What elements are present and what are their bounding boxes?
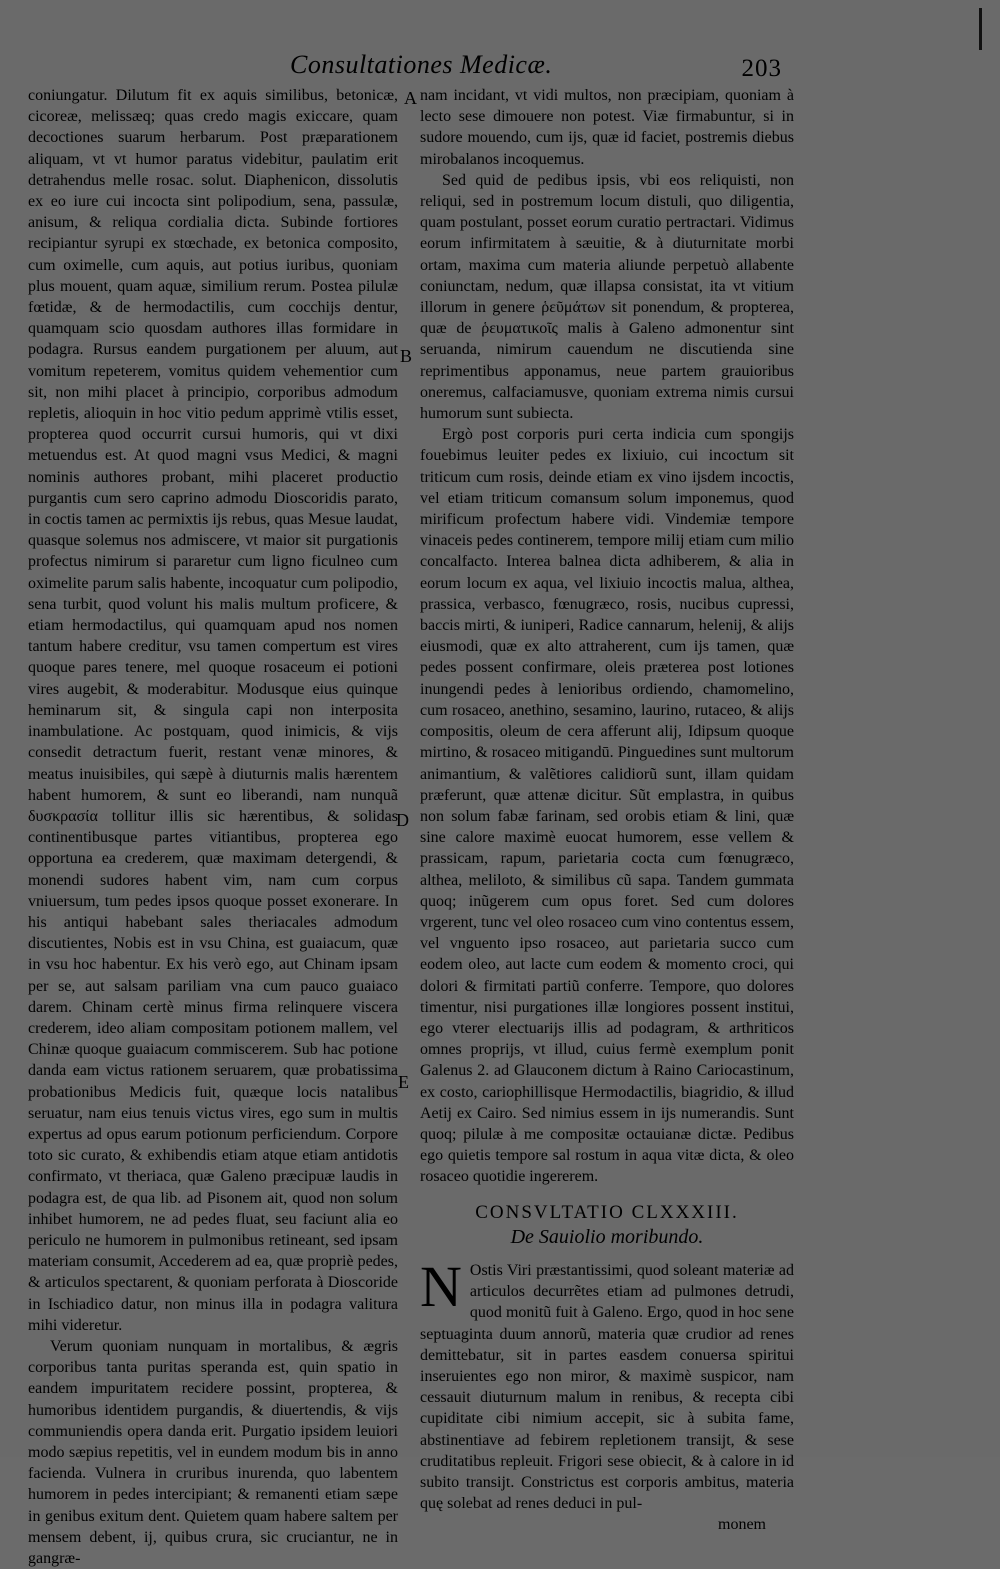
right-paragraph-2: Sed quid de pedibus ipsis, vbi eos reliquisti, non reliqui, sed in postremum locum distuli, quo diligentia, quam postulant, posset eorum curatio pertractari. Vidimus eorum infirmitatem à sæuitie, & à diuturnitate morbi ortam, maxima cum materia aliunde perpetuò allabente coniunctam, nedum, quæ illapsa consistat, ita vt vitium illorum in genere ῥεῦμάτων sit ponendum, & propterea, quæ de ῥευματικοῖς malis à Galeno admonentur sint seruanda, nimirum cauendum ne discutienda sine reprimentibus apponamus, neue partem grauioribus oneremus, calfaciamusve, quoniam extrema nimis cursui humorum sunt subiecta. bbox=[420, 171, 794, 423]
right-column bbox=[420, 85, 794, 1536]
margin-letter-e: E bbox=[398, 1072, 409, 1092]
drop-cap: N bbox=[420, 1253, 462, 1319]
margin-letter-d: D bbox=[396, 810, 409, 830]
catchword: monem bbox=[718, 1516, 766, 1534]
left-column bbox=[28, 85, 398, 1569]
page-number: 203 bbox=[741, 55, 782, 82]
margin-letter-b: B bbox=[400, 346, 413, 366]
consultation-heading: CONSVLTATIO CLXXXIII. bbox=[475, 1201, 739, 1223]
consultation-body bbox=[420, 1253, 794, 1514]
left-paragraph-2: Verum quoniam nunquam in mortalibus, & ægris corporibus tanta puritas speranda est, quin spatio in eandem impuritatem recidere possint, propterea, & humoribus identidem purgandis, & diuertendis, & vijs communiendis opera danda erit. Purgatio ipsidem leuiori modo sæpius repetitis, vel in eundem modum bis in anno facienda. Vulnera in cruribus inurenda, quo labentem humorem in pedes intercipiant; & remanenti etiam sæpe in genibus exitum dent. Quietem quam habere saltem per mensem debent, ij, quibus crura, sic cruciantur, ne in gangræ- bbox=[28, 1337, 398, 1568]
right-paragraph-1: nam incidant, vt vidi multos, non præcipiam, quoniam à lecto sese dimouere non potest. Viæ firmabuntur, si in sudore mouendo, cum ijs, quæ id faciet, postremis diebus mirobalanos incoquemus. bbox=[420, 87, 794, 168]
right-paragraph-3: Ergò post corporis puri certa indicia cum spongijs fouebimus leuiter pedes ex lixiuio, cui incoctum sit triticum cum rosis, deinde etiam ex vino ijsdem incoctis, vel etiam triticum comansum solum imponemus, quod mirificum profectum habere vidi. Vindemiæ tempore vinaceis pedes continerem, tempore milij etiam cum milio concalfacto. Interea balnea dicta adhiberem, & alia in eorum locum ex aqua, vel lixiuio incoctis malua, althea, prassica, verbasco, fœnugræco, rosis, nucibus cupressi, baccis mirti, & iuniperi, Radice cannarum, helenij, & alijs eiusmodi, quæ ex alto attraherent, cum ijs tamen, quæ pedes possent confirmare, oleis præterea post lotiones inungendi pedes à lenioribus ordiendo, chamomelino, cum rosaceo, anethino, sesamino, laurino, rutaceo, & alijs compositis, oleum de cera afferunt alij, Idipsum quoque mirtino, & rosaceo mitigandū. Pinguedines sunt multorum animantium, & valẽtiores calidiorũ sunt, illam quidam præferunt, quæ attenæ dicitur. Sũt emplastra, in quibus non solum fabæ farinam, sed orobis etiam & lini, quæ sine calore maximè euocat humorem, esse vellem & prassicam, rapum, parietaria cocta cum fœnugræco, althea, meliloto, & similibus cũ sapa. Tandem gummata quoq; inũgerem cum opus foret. Sed cum dolores vrgerent, tunc vel oleo rosaceo cum vino contentus essem, vel vnguento ipso rosaceo, aut parietaria succo cum eodem oleo, aut lacte cum eodem & momento croci, qui dolori & firmitati partiũ conferre. Tempore, quo dolores timentur, nisi purgationes illæ longiores possent institui, ego vterer electuarijs illis ad podagram, & arthriticos omnes proprijs, vt illud, cuius fermè exemplum ponit Galenus 2. ad Glauconem dictum à Raino Cariocastinum, ex costo, cariophillisque Hermodactilis, biagridio, & illud Aetij ex Cairo. Sed nimius essem in ijs numerandis. Sunt quoq; pilulæ à me compositæ octauianæ dictæ. Pedibus ego quietis tempore sal rostum in aqua vitæ dicta, & oleo rosaceo quotidie ingererem. bbox=[420, 426, 794, 1186]
consultation-text: Ostis Viri præstantissimi, quod soleant materiæ ad articulos decurrẽtes etiam ad pulmones detrudi, quod monitũ fuit à Galeno. Ergo, quod in hoc sene septuaginta duum annorũ, materia quæ crudior ad renes demittebatur, sit in partes easdem conuersa spiritui inseruientes ego non miror, & maximè suspicor, nam cessauit diuturnum malum in renibus, & recepta cibi cupiditate cibi nimium accepit, sic à subita fame, abstinentiave ad febirem repletionem transijt, & sese cruditatibus repleuit. Frigori sese obiecit, & à calore in id subito transijt. Constrictus est corporis ambitus, materia quę solebat ad renes deduci in pul- bbox=[420, 1261, 794, 1513]
margin-letter-a: A bbox=[404, 88, 417, 108]
left-paragraph-1: coniungatur. Dilutum fit ex aquis similibus, betonicæ, cicoreæ, melissæq; quas credo magis exiccare, quam decoctiones suarum herbarum. Post præparationem aliquam, vt vt humor paratus videbitur, paulatim erit detrahendus melle rosac. solut. Diaphenicon, dissolutis ex eo iure cui incocta sint polipodium, sena, passulæ, anisum, & reliqua cordialia dicta. Subinde fortiores recipiantur syrupi ex stœchade, ex betonica composito, cum oximelle, cum aquis, aut potius iuribus, quoniam plus mouent, quam aquæ, similium rerum. Postea pilulæ fœtidæ, & de hermodactilis, cum cocchijs dentur, quamquam scio quosdam authores illas formidare in podagra. Rursus eandem purgationem per aluum, aut vomitum repeterem, vomitus quidem vehementior cum sit, non mihi placet à principio, corporibus admodum repletis, alioquin in hoc vitio pedum apprimè vtilis esset, propterea quod occurrit cursui humoris, qui vt dixi metuendus est. At quod magni vsus Medici, & magni nominis authores probant, mihi placeret productio purgantis cum sero caprino admodu Dioscoridis parato, in coctis tamen ac permixtis ijs rebus, quas Mesue laudat, quasque solemus nos admiscere, vt maior sit purgationis profectus nimirum si pararetur cum ligno ficulneo cum oximelite parum salis habente, incoquatur cum polipodio, sena turbit, quod volunt his malis multum proficere, & etiam hermodactilus, qui quamquam apud nos nomen tantum habere creditur, vsu tamen compertum est vires quoque pares tenere, mel quoque rosaceum ei potioni vires augebit, & moderabitur. Modusque eius quinque heminarum sit, & singula capi non interposita inambulatione. Ac postquam, quod inimicis, & vijs consedit detractum fuerit, restant venæ minores, & meatus inuisibiles, qui sæpè à diuturnis malis hærentem habent humorem, & sunt eo liberandi, nam nunquã δυσκρασία tollitur illis sic hærentibus, & solidas continentibusque partes vitiantibus, propterea ego opportuna ea crederem, quæ maximam detergendi, & monendi sudores habent vim, nam cum corpus vniuersum, tum pedes ipsos quoque posset exonerare. In his antiqui habebant sales theriacales admodum discutientes, Nobis est in vsu China, est guaiacum, quæ in vsu hoc habentur. Ex his verò ego, aut Chinam ipsam per se, aut salsam pariliam vna cum pauco guaiaco darem. Chinam certè minus firma relinquere viscera crederem, ideo aliam compositam potionem mallem, vel Chinæ quoque guaiacum commiscerem. Sub hac potione danda eam victus rationem seruarem, quæ probatissima probationibus Medicis fuit, quæque locis natalibus seruatur, nam eius tenuis victus vires, ego sum in multis expertus ad opus earum potionum perficiendum. Corpore toto sic curato, & exhibendis etiam atque etiam antidotis confirmato, vt theriaca, quæ Galeno præcipuæ laudis in podagra est, de qua lib. ad Pisonem ait, quod non solum inhibet humorem, ne ad pedes fluat, seu faciunt alia eo periculo ne humorem in pulmonibus retineant, sed ipsam materiam consumit, Accederem ad ea, quæ propriè pedes, & articulos spectarent, & quoniam perforata à Dioscoride in Ischiadico datur, non minus illa in podagra valitura mihi videretur. bbox=[28, 87, 398, 1334]
consultation-subtitle: De Sauiolio moribundo. bbox=[510, 1225, 704, 1248]
running-header-title: Consultationes Medicæ. bbox=[290, 50, 553, 79]
page-edge-mark bbox=[979, 8, 982, 50]
